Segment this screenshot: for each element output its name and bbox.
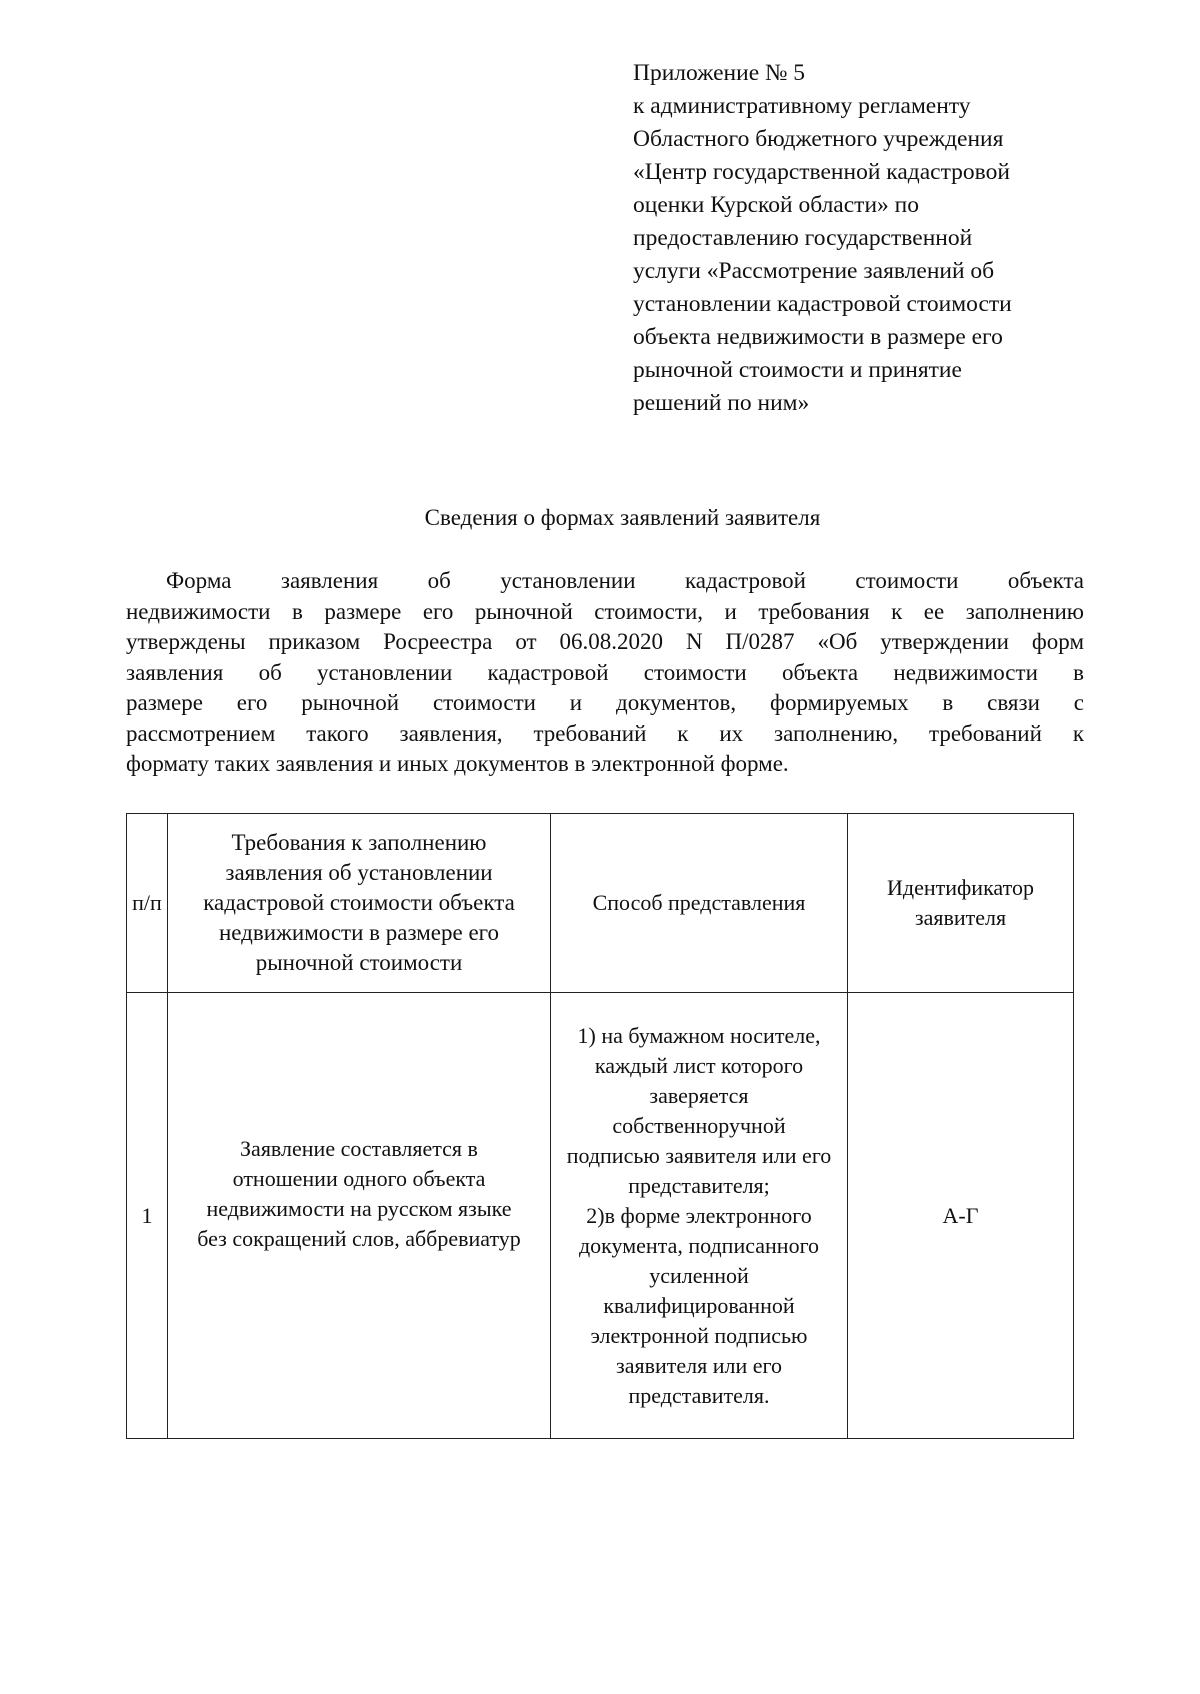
cell-line: без сокращений слов, аббревиатур: [197, 1225, 521, 1251]
table-row: [127, 993, 1074, 1439]
paragraph-line: заявления об установлении кадастровой стоимости объекта недвижимости в: [126, 659, 1084, 685]
cell-line: подписью заявителя или его: [566, 1142, 832, 1168]
header-line: рыночной стоимости: [255, 950, 463, 975]
header-line: Требования к заполнению: [231, 830, 487, 855]
cell-line: представителя.: [628, 1382, 770, 1408]
paragraph-line: недвижимости в размере его рыночной стоимости, и требования к ее заполнению: [126, 598, 1084, 624]
cell-line: документа, подписанного: [578, 1232, 820, 1258]
appendix-line: Областного бюджетного учреждения: [633, 126, 1004, 152]
cell-line: усиленной: [649, 1262, 749, 1288]
header-method: Способ представления: [551, 814, 848, 993]
requirements-table: [126, 813, 1074, 1439]
cell-line: каждый лист которого: [594, 1052, 804, 1078]
appendix-line: установлении кадастровой стоимости: [633, 291, 1012, 317]
appendix-block: [633, 57, 1103, 420]
cell-identifier: А-Г: [848, 993, 1074, 1439]
cell-line: заявителя или его: [616, 1352, 782, 1378]
cell-requirements: [168, 993, 551, 1439]
cell-num: 1: [127, 993, 168, 1439]
header-requirements: [168, 814, 551, 993]
header-line: заявления об установлении: [225, 860, 493, 885]
appendix-line: решений по ним»: [633, 390, 810, 416]
header-line: кадастровой стоимости объекта: [203, 890, 515, 915]
header-line: заявителя: [914, 905, 1007, 930]
cell-line: представителя;: [628, 1172, 770, 1198]
appendix-line: объекта недвижимости в размере его: [633, 324, 1003, 350]
cell-line: Заявление составляется в: [240, 1135, 478, 1161]
cell-line: заверяется: [649, 1082, 749, 1108]
appendix-line: предоставлению государственной: [633, 225, 973, 251]
cell-line: 1) на бумажном носителе,: [577, 1022, 821, 1048]
header-identifier: [848, 814, 1074, 993]
paragraph-line: утверждены приказом Росреестра от 06.08.2020 N П/0287 «Об утверждении форм: [126, 629, 1084, 654]
cell-line: 2)в форме электронного: [586, 1202, 812, 1228]
header-line: недвижимости в размере его: [218, 920, 500, 945]
appendix-line: рыночной стоимости и принятие: [633, 357, 962, 383]
appendix-line: Приложение № 5: [633, 60, 806, 86]
table-header-row: [127, 814, 1074, 993]
paragraph-line: Форма заявления об установлении кадастровой стоимости объекта: [166, 568, 1084, 593]
appendix-line: к административному регламенту: [633, 93, 971, 119]
cell-method: [551, 993, 848, 1439]
section-heading: Сведения о формах заявлений заявителя: [424, 505, 821, 530]
cell-line: собственноручной: [612, 1112, 786, 1138]
cell-line: недвижимости на русском языке: [206, 1195, 512, 1221]
body-paragraph: [126, 566, 1084, 780]
paragraph-line: формату таких заявления и иных документов в электронной форме.: [126, 751, 789, 776]
paragraph-line: рассмотрением такого заявления, требований к их заполнению, требований к: [126, 720, 1084, 746]
paragraph-line: размере его рыночной стоимости и документов, формируемых в связи с: [126, 690, 1084, 715]
header-num: п/п: [127, 814, 168, 993]
appendix-line: услуги «Рассмотрение заявлений об: [633, 258, 995, 284]
cell-line: отношении одного объекта: [232, 1165, 486, 1191]
appendix-line: оценки Курской области» по: [633, 192, 919, 218]
header-line: Идентификатор: [887, 875, 1034, 900]
cell-line: квалифицированной: [603, 1292, 795, 1318]
appendix-line: «Центр государственной кадастровой: [633, 159, 1010, 185]
cell-line: электронной подписью: [590, 1322, 808, 1348]
